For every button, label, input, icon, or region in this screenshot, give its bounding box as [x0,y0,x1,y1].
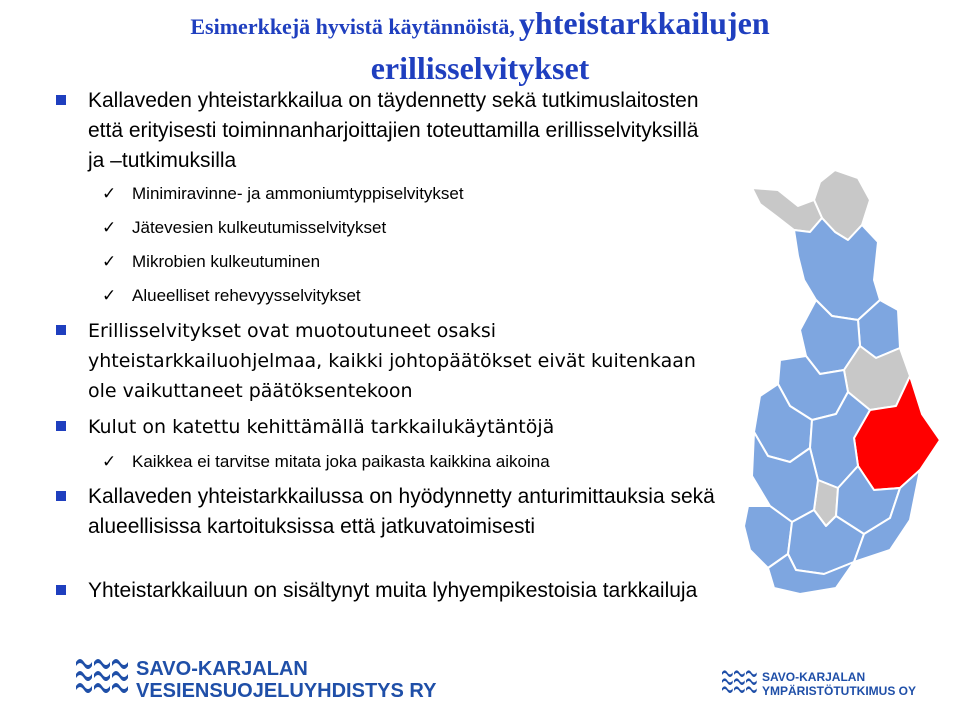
sub-item-text: Jätevesien kulkeutumisselvitykset [132,218,387,237]
map-region-lapland [794,218,880,320]
map-region-lapland-west [752,188,822,232]
bullet-item [56,86,716,176]
finland-map [740,170,950,600]
logo-right-line2: YMPÄRISTÖTUTKIMUS OY [762,684,917,698]
bullet-text: Kallaveden yhteistarkkailua on täydennetty sekä tutkimuslaitosten että erityisesti toiminnanharjoittajien toteuttamilla erillisselvityksillä ja –tutkimuksilla [88,89,699,172]
logo-left-line2: VESIENSUOJELUYHDISTYS RY [136,680,437,702]
water-waves-icon [722,668,758,698]
bullet-item [56,576,716,606]
logo-left-line1: SAVO-KARJALAN [136,658,308,680]
bullet-square-icon [56,421,66,431]
bullet-square-icon [56,95,66,105]
title-main-1: yhteistarkkailujen [518,5,770,41]
sub-item [102,250,320,274]
checkmark-icon: ✓ [102,218,117,237]
checkmark-icon: ✓ [102,286,117,305]
bullet-text: Kallaveden yhteistarkkailussa on hyödynnetty anturimittauksia sekä alueellisissa kartoituksissa että jatkuvatoimisesti [88,485,715,538]
sub-item-text: Alueelliset rehevyysselvitykset [132,286,361,305]
bullet-text: Erillisselvitykset ovat muotoutuneet osaksi yhteistarkkailuohjelmaa, kaikki johtopäätökset eivät kuitenkaan ole vaikuttaneet päätöksentekoon [88,320,696,402]
sub-item-text: Mikrobien kulkeutuminen [132,252,321,271]
sub-item [102,284,361,308]
bullet-text: Kulut on katettu kehittämällä tarkkailukäytäntöjä [88,416,555,438]
bullet-item [56,482,716,542]
bullet-square-icon [56,491,66,501]
sub-item-text: Minimiravinne- ja ammoniumtyppiselvitykset [132,184,464,203]
title-main-2: erillisselvitykset [370,50,590,86]
bullet-item [56,412,716,442]
bullet-text: Yhteistarkkailuun on sisältynyt muita lyhyempikestoisia tarkkailuja [88,579,698,602]
logo-right-line1: SAVO-KARJALAN [762,670,866,684]
sub-item-text: Kaikkea ei tarvitse mitata joka paikasta kaikkina aikoina [132,452,550,471]
sub-item [102,182,464,206]
checkmark-icon: ✓ [102,252,117,271]
bullet-square-icon [56,325,66,335]
title-prefix: Esimerkkejä hyvistä käytännöistä, [190,14,515,39]
bullet-item [56,316,716,406]
sub-item [102,450,550,474]
checkmark-icon: ✓ [102,452,117,471]
page-title [0,4,960,87]
bullet-square-icon [56,585,66,595]
checkmark-icon: ✓ [102,184,117,203]
sub-item [102,216,386,240]
water-waves-icon [76,656,130,700]
